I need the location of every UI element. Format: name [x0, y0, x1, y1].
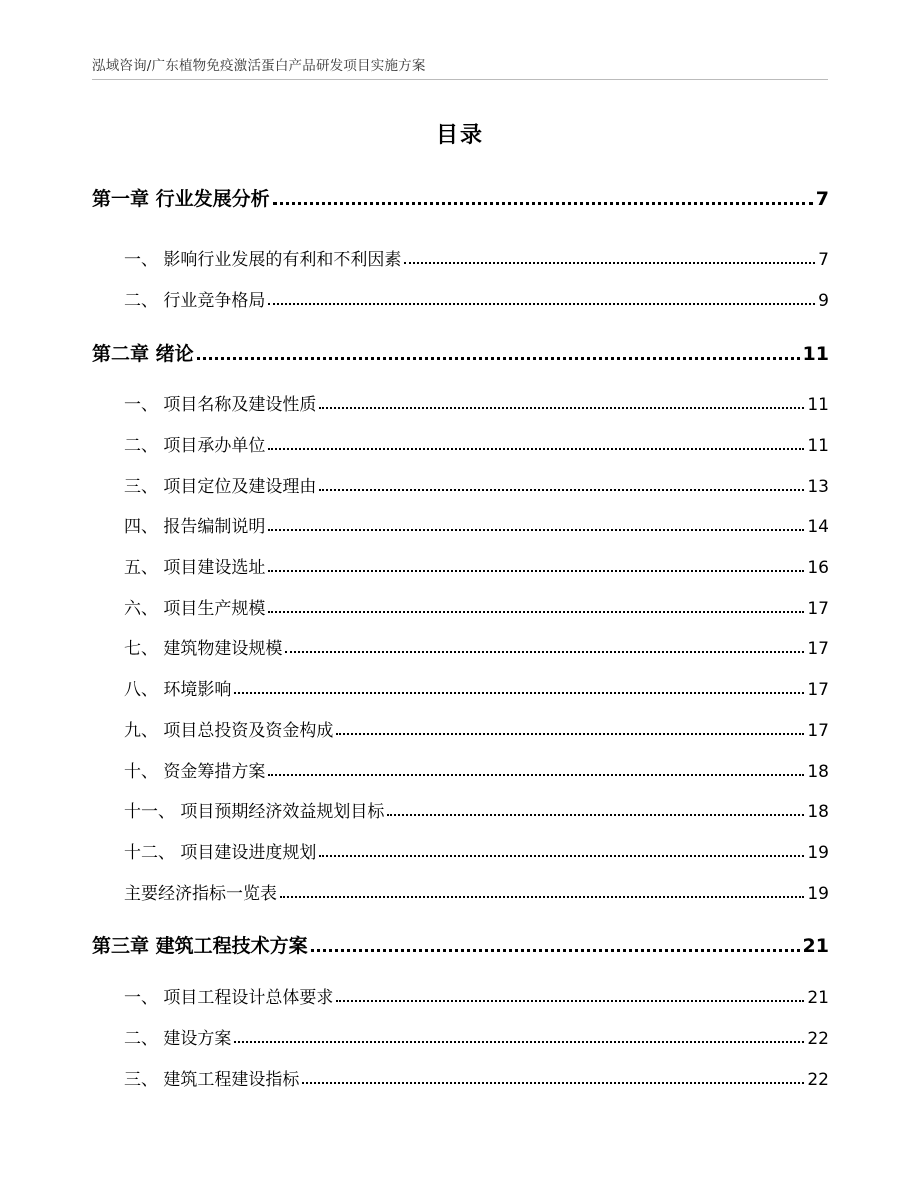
- toc-leader-dots: [336, 1000, 804, 1002]
- toc-page-number: 11: [802, 343, 829, 365]
- toc-chapter-entry[interactable]: [92, 931, 829, 958]
- toc-leader-dots: [319, 489, 804, 491]
- toc-leader-dots: [268, 529, 804, 531]
- toc-page-number: 7: [818, 250, 829, 270]
- toc-section-entry[interactable]: [92, 1065, 829, 1090]
- toc-section-entry[interactable]: [92, 797, 829, 822]
- toc-page-number: 17: [807, 721, 829, 741]
- toc-page-number: 22: [807, 1029, 829, 1049]
- toc-leader-dots: [285, 651, 804, 653]
- toc-entry-label: 三、 建筑工程建设指标: [124, 1070, 300, 1090]
- toc-section-entry[interactable]: [92, 390, 829, 415]
- toc-entry-label: 十二、 项目建设进度规划: [124, 843, 317, 863]
- toc-page-number: 14: [807, 517, 829, 537]
- header-rule: [92, 79, 828, 80]
- toc-entry-label: 七、 建筑物建设规模: [124, 639, 283, 659]
- toc-entry-label: 十一、 项目预期经济效益规划目标: [124, 802, 385, 822]
- toc-leader-dots: [404, 262, 815, 264]
- toc-page-number: 16: [807, 558, 829, 578]
- toc-leader-dots: [311, 949, 800, 952]
- toc-page-number: 7: [815, 188, 829, 210]
- toc-leader-dots: [197, 357, 800, 360]
- toc-section-entry[interactable]: [92, 1024, 829, 1049]
- toc-section-entry[interactable]: [92, 594, 829, 619]
- toc-leader-dots: [268, 774, 804, 776]
- toc-page-number: 19: [807, 843, 829, 863]
- toc-entry-label: 一、 项目名称及建设性质: [124, 395, 317, 415]
- toc-page-number: 11: [807, 436, 829, 456]
- toc-leader-dots: [319, 407, 804, 409]
- toc-leader-dots: [273, 202, 813, 205]
- toc-page-number: 17: [807, 639, 829, 659]
- toc-page-number: 19: [807, 884, 829, 904]
- toc-leader-dots: [302, 1082, 804, 1084]
- toc-page-number: 18: [807, 762, 829, 782]
- toc-page-number: 9: [818, 291, 829, 311]
- toc-chapter-entry[interactable]: [92, 339, 829, 366]
- toc-chapter-entry[interactable]: [92, 184, 829, 211]
- toc-entry-label: 十、 资金筹措方案: [124, 762, 266, 782]
- toc-entry-label: 第一章 行业发展分析: [92, 188, 270, 210]
- toc-entry-label: 四、 报告编制说明: [124, 517, 266, 537]
- toc-entry-label: 六、 项目生产规模: [124, 599, 266, 619]
- toc-section-entry[interactable]: [92, 553, 829, 578]
- toc-leader-dots: [268, 611, 804, 613]
- toc-entry-label: 二、 项目承办单位: [124, 436, 266, 456]
- toc-page-number: 17: [807, 680, 829, 700]
- toc-page-number: 21: [802, 935, 829, 957]
- toc-page-number: 18: [807, 802, 829, 822]
- toc-section-entry[interactable]: [92, 472, 829, 497]
- toc-section-entry[interactable]: [92, 983, 829, 1008]
- toc-page-number: 17: [807, 599, 829, 619]
- toc-leader-dots: [336, 733, 804, 735]
- toc-section-entry[interactable]: [92, 286, 829, 311]
- toc-page-number: 11: [807, 395, 829, 415]
- toc-entry-label: 八、 环境影响: [124, 680, 232, 700]
- toc-leader-dots: [268, 570, 804, 572]
- toc-entry-label: 二、 行业竞争格局: [124, 291, 266, 311]
- toc-page-number: 13: [807, 477, 829, 497]
- running-header: 泓域咨询/广东植物免疫激活蛋白产品研发项目实施方案: [92, 58, 426, 74]
- toc-section-entry[interactable]: [92, 757, 829, 782]
- toc-entry-label: 三、 项目定位及建设理由: [124, 477, 317, 497]
- toc-entry-label: 第三章 建筑工程技术方案: [92, 935, 308, 957]
- toc-section-entry[interactable]: [92, 675, 829, 700]
- toc-leader-dots: [387, 814, 804, 816]
- toc-entry-label: 二、 建设方案: [124, 1029, 232, 1049]
- toc-section-entry[interactable]: [92, 716, 829, 741]
- toc-section-entry[interactable]: [92, 431, 829, 456]
- toc-entry-label: 主要经济指标一览表: [124, 884, 277, 904]
- toc-leader-dots: [234, 692, 804, 694]
- toc-entry-label: 一、 项目工程设计总体要求: [124, 988, 334, 1008]
- toc-leader-dots: [268, 448, 804, 450]
- toc-section-entry[interactable]: [92, 245, 829, 270]
- toc-entry-label: 第二章 绪论: [92, 343, 194, 365]
- toc-leader-dots: [234, 1041, 804, 1043]
- toc-entry-label: 五、 项目建设选址: [124, 558, 266, 578]
- toc-page-number: 22: [807, 1070, 829, 1090]
- toc-section-entry[interactable]: [92, 634, 829, 659]
- toc-leader-dots: [319, 855, 804, 857]
- toc-section-entry[interactable]: [92, 512, 829, 537]
- toc-entry-label: 一、 影响行业发展的有利和不利因素: [124, 250, 402, 270]
- toc-section-entry[interactable]: [92, 838, 829, 863]
- toc-leader-dots: [268, 303, 815, 305]
- toc-page-number: 21: [807, 988, 829, 1008]
- toc-entry-label: 九、 项目总投资及资金构成: [124, 721, 334, 741]
- toc-leader-dots: [280, 896, 804, 898]
- toc-title: 目录: [435, 123, 484, 148]
- toc-section-entry[interactable]: [92, 879, 829, 904]
